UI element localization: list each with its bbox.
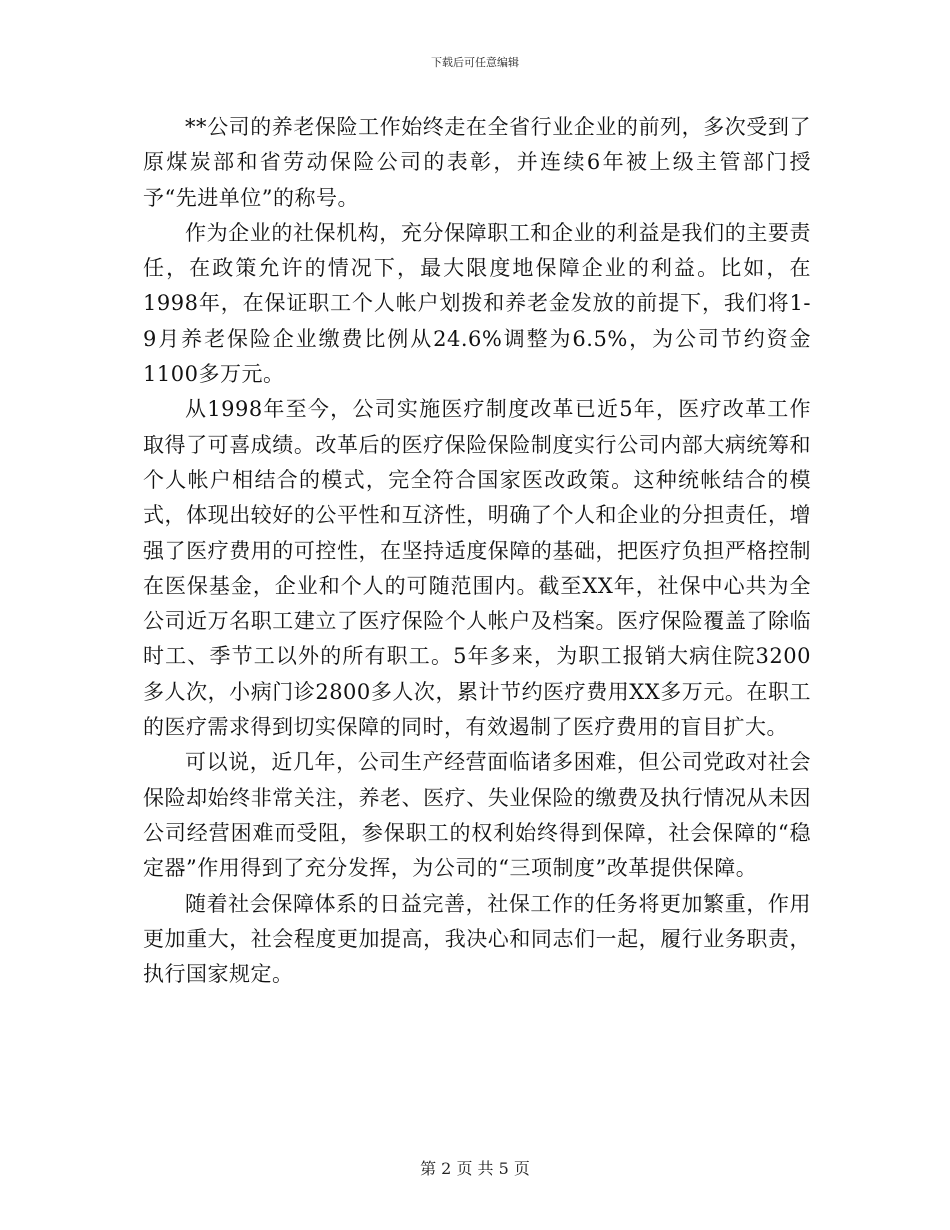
paragraph-conclusion: 随着社会保障体系的日益完善，社保工作的任务将更加繁重，作用更加重大，社会程度更加提高，我决心和同志们一起，履行业务职责，执行国家规定。 (143, 891, 811, 987)
paragraph-pension: **公司的养老保险工作始终走在全省行业企业的前列，多次受到了原煤炭部和省劳动保险公司的表彰，并连续6年被上级主管部门授予“先进单位”的称号。 (143, 115, 811, 210)
page-header: 下载后可任意编辑 (431, 56, 519, 69)
document-body (143, 110, 811, 992)
paragraph-social-security-role: 作为企业的社保机构，充分保障职工和企业的利益是我们的主要责任，在政策允许的情况下，最大限度地保障企业的利益。比如，在1998年，在保证职工个人帐户划拨和养老金发放的前提下，我们将1-9月养老保险企业缴费比例从24.6%调整为6.5%，为公司节约资金1100多万元。 (143, 220, 811, 387)
page-number: 第 2 页 共 5 页 (420, 1159, 530, 1178)
paragraph-company-support: 可以说，近几年，公司生产经营面临诸多困难，但公司党政对社会保险却始终非常关注，养老、医疗、失业保险的缴费及执行情况从未因公司经营困难而受阻，参保职工的权利始终得到保障，社会保障的“稳定器”作用得到了充分发挥，为公司的“三项制度”改革提供保障。 (143, 750, 811, 881)
paragraph-medical-reform: 从1998年至今，公司实施医疗制度改革已近5年，医疗改革工作取得了可喜成绩。改革后的医疗保险保险制度实行公司内部大病统筹和个人帐户相结合的模式，完全符合国家医改政策。这种统帐结合的模式，体现出较好的公平性和互济性，明确了个人和企业的分担责任，增强了医疗费用的可控性，在坚持适度保障的基础，把医疗负担严格控制在医保基金，企业和个人的可随范围内。截至XX年，社保中心共为全公司近万名职工建立了医疗保险个人帐户及档案。医疗保险覆盖了除临时工、季节工以外的所有职工。5年多来，为职工报销大病住院3200多人次，小病门诊2800多人次，累计节约医疗费用XX多万元。在职工的医疗需求得到切实保障的同时，有效遏制了医疗费用的盲目扩大。 (143, 397, 811, 740)
